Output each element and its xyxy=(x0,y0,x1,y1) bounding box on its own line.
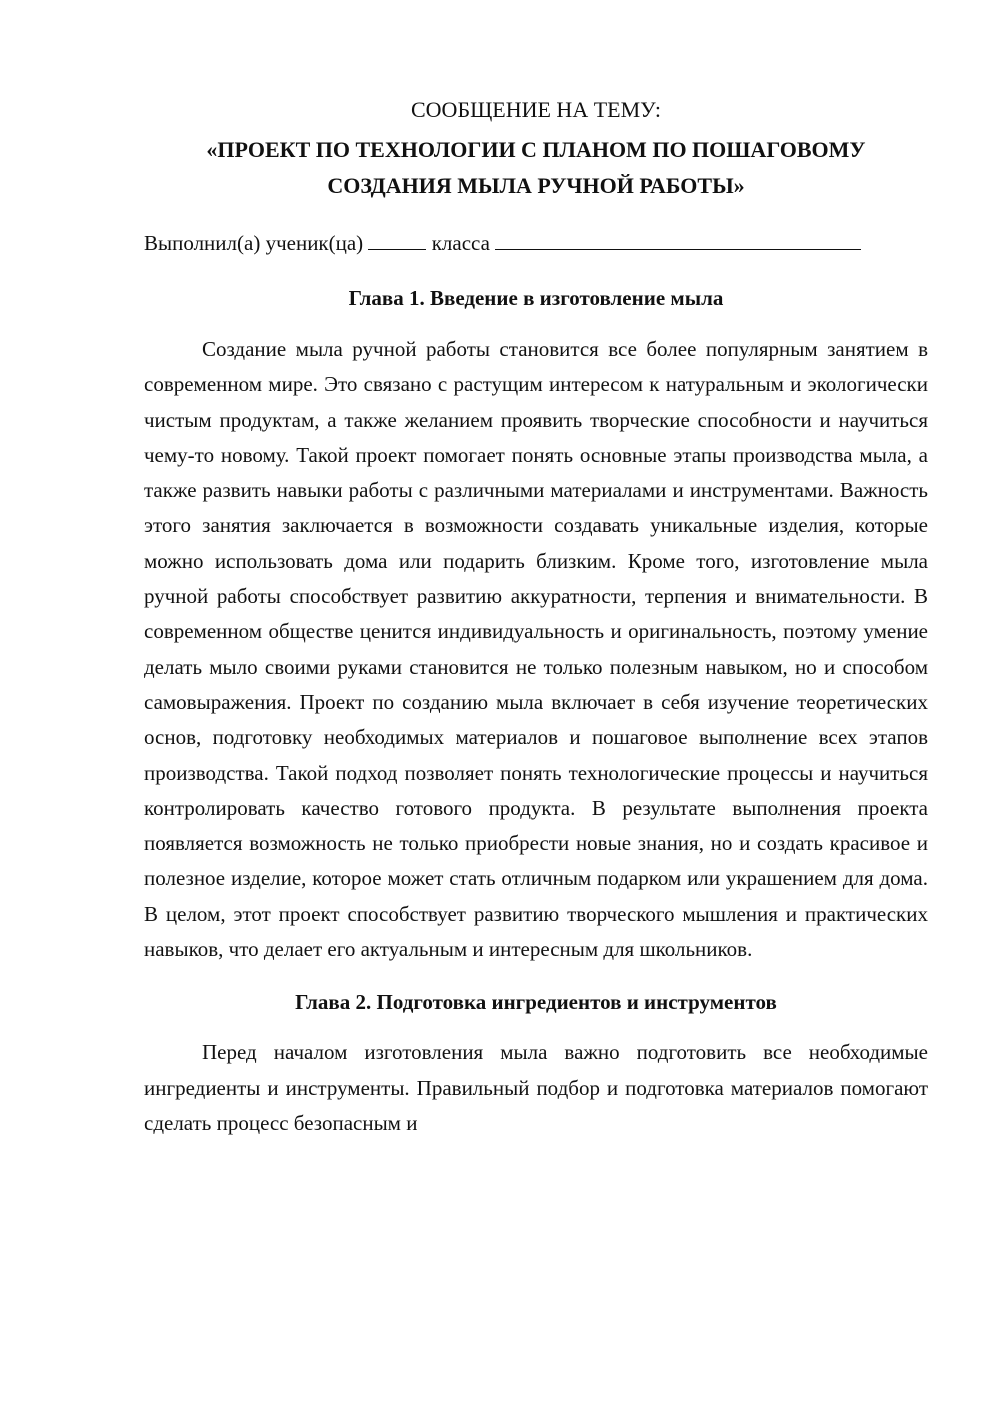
document-page xyxy=(144,92,928,1141)
document-header: СООБЩЕНИЕ НА ТЕМУ: xyxy=(411,97,661,122)
grade-blank xyxy=(368,227,426,250)
title-line-2: СОЗДАНИЯ МЫЛА РУЧНОЙ РАБОТЫ» xyxy=(327,173,745,198)
author-line xyxy=(144,226,928,261)
chapter-2-paragraph: Перед началом изготовления мыла важно подготовить все необходимые ингредиенты и инструменты. Правильный подбор и подготовка материалов помогают сделать процесс безопасным и xyxy=(144,1040,928,1135)
chapter-2-title: Глава 2. Подготовка ингредиентов и инструментов xyxy=(295,990,777,1015)
document-title xyxy=(144,132,928,204)
title-line-1: «ПРОЕКТ ПО ТЕХНОЛОГИИ С ПЛАНОМ ПО ПОШАГОВОМУ xyxy=(206,137,866,162)
name-blank xyxy=(495,227,861,250)
chapter-1-title: Глава 1. Введение в изготовление мыла xyxy=(348,286,724,310)
author-label: Выполнил(а) ученик(ца) xyxy=(144,231,364,255)
class-label: класса xyxy=(431,231,490,255)
chapter-1-paragraph: Создание мыла ручной работы становится все более популярным занятием в современном мире. Это связано с растущим интересом к натуральным и экологически чистым продуктам, а также желанием проявить творческие способности и научиться чему-то новому. Такой проект помогает понять основные этапы производства мыла, а также развить навыки работы с различными материалами и инструментами. Важность этого занятия заключается в возможности создавать уникальные изделия, которые можно использовать дома или подарить близким. Кроме того, изготовление мыла ручной работы способствует развитию аккуратности, терпения и внимательности. В современном обществе ценится индивидуальность и оригинальность, поэтому умение делать мыло своими руками становится не только полезным навыком, но и способом самовыражения. Проект по созданию мыла включает в себя изучение теоретических основ, подготовку необходимых материалов и пошаговое выполнение всех этапов производства. Такой подход позволяет понять технологические процессы и научиться контролировать качество готового продукта. В результате выполнения проекта появляется возможность не только приобрести новые знания, но и создать красивое и полезное изделие, которое может стать отличным подарком или украшением для дома. В целом, этот проект способствует развитию творческого мышления и практических навыков, что делает его актуальным и интересным для школьников. xyxy=(144,337,928,962)
